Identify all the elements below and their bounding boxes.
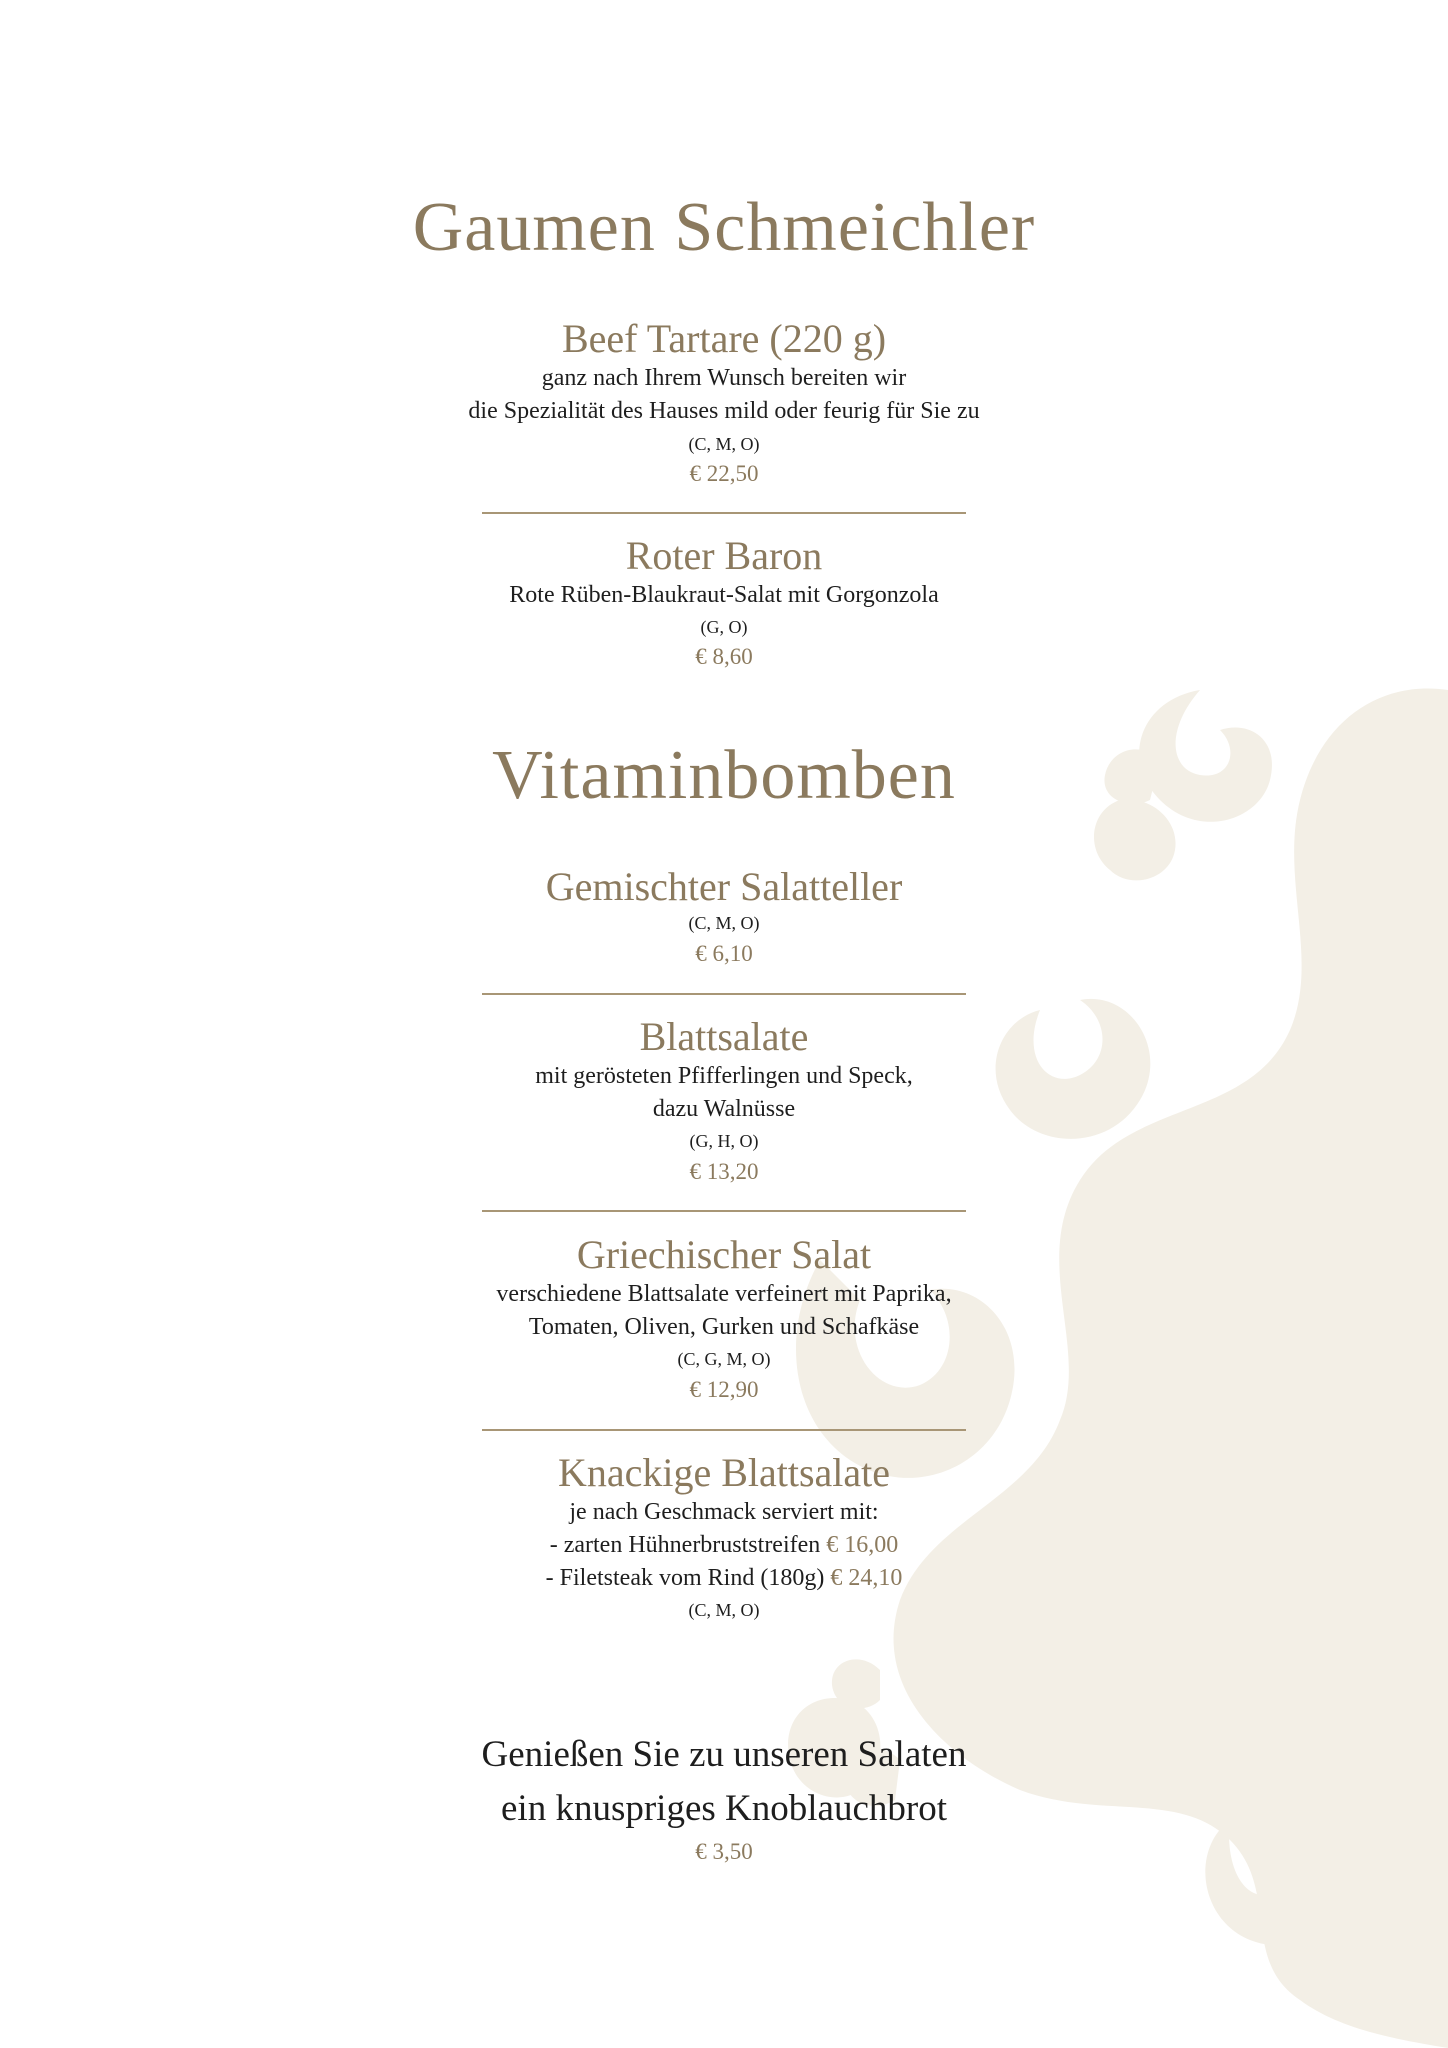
dish-desc-line: verschiedene Blattsalate verfeinert mit Paprika, [496, 1281, 952, 1307]
divider [482, 512, 966, 514]
dish-allergens: (G, H, O) [689, 1131, 759, 1151]
dish-option-label: - zarten Hühnerbruststreifen [549, 1532, 821, 1558]
dish-allergens: (C, M, O) [688, 1600, 760, 1620]
dish-price: € 12,90 [689, 1377, 759, 1402]
divider [482, 1210, 966, 1212]
dish-option-price: € 16,00 [826, 1532, 899, 1558]
dish-desc-line: je nach Geschmack serviert mit: [569, 1499, 879, 1525]
dish-name-gemischter-salatteller: Gemischter Salatteller [545, 864, 903, 909]
dish-allergens: (G, O) [700, 617, 748, 637]
divider [482, 993, 966, 995]
dish-name-knackige-blattsalate: Knackige Blattsalate [557, 1450, 891, 1495]
footer-line: Genießen Sie zu unseren Salaten [481, 1734, 967, 1775]
dish-price: € 13,20 [689, 1159, 759, 1184]
dish-name-roter-baron: Roter Baron [625, 533, 823, 578]
dish-name-beef-tartare: Beef Tartare (220 g) [561, 316, 887, 361]
dish-allergens: (C, M, O) [688, 913, 760, 933]
dish-desc-line: Rote Rüben-Blaukraut-Salat mit Gorgonzola [509, 582, 939, 608]
dish-name-blattsalate: Blattsalate [639, 1014, 809, 1059]
dish-desc-line: die Spezialität des Hauses mild oder feurig für Sie zu [468, 398, 980, 424]
divider [482, 1429, 966, 1431]
dish-option [0, 1529, 1448, 1562]
dish-allergens: (C, G, M, O) [677, 1349, 771, 1369]
dish-price: € 22,50 [689, 461, 759, 486]
dish-desc-line: mit gerösteten Pfifferlingen und Speck, [535, 1063, 913, 1089]
dish-option [0, 1562, 1448, 1595]
dish-name-griechischer-salat: Griechischer Salat [576, 1232, 872, 1277]
footer-price: € 3,50 [695, 1839, 753, 1864]
dish-desc-line: dazu Walnüsse [652, 1096, 796, 1122]
dish-desc-line: Tomaten, Oliven, Gurken und Schafkäse [528, 1314, 920, 1340]
section-title-vitaminbomben: Vitaminbomben [492, 737, 956, 814]
dish-option-label: - Filetsteak vom Rind (180g) [545, 1565, 825, 1591]
footer-line: ein knuspriges Knoblauchbrot [501, 1788, 947, 1829]
dish-desc-line: ganz nach Ihrem Wunsch bereiten wir [541, 365, 907, 391]
dish-allergens: (C, M, O) [688, 434, 760, 454]
dish-option-price: € 24,10 [830, 1565, 903, 1591]
dish-price: € 6,10 [695, 941, 753, 966]
section-title-gaumen-schmeichler: Gaumen Schmeichler [412, 189, 1036, 266]
dish-price: € 8,60 [695, 644, 753, 669]
